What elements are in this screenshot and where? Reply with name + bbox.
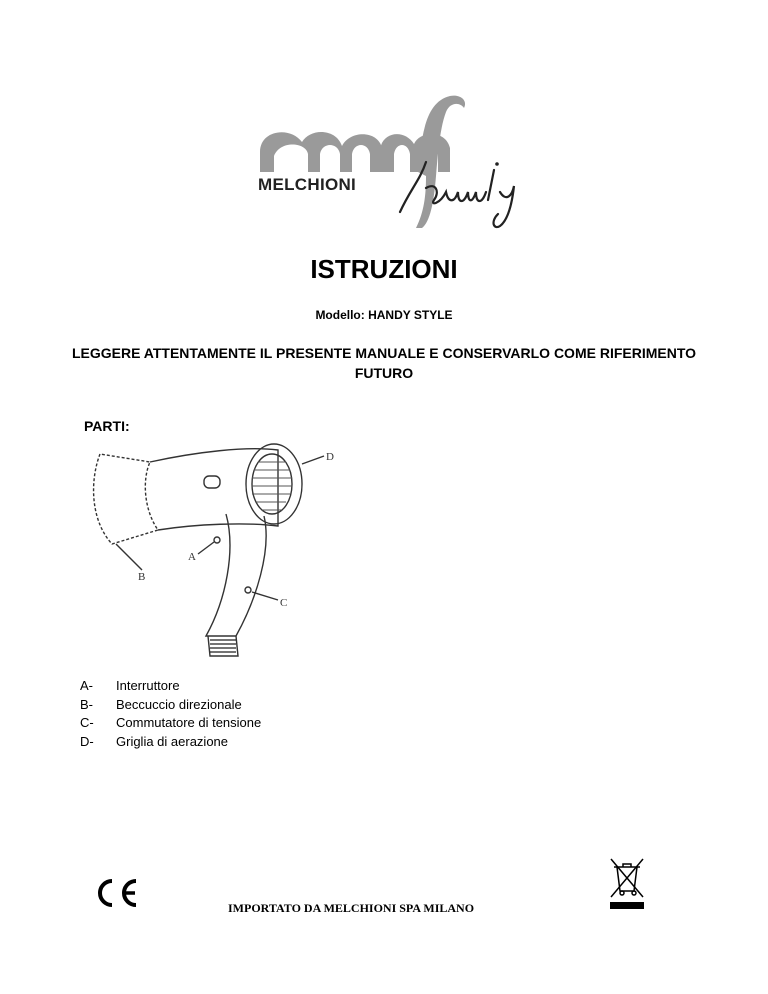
list-item [80, 677, 261, 696]
melchioni-family-logo [250, 92, 530, 232]
diagram-label-b: B [138, 571, 146, 583]
importer-text: IMPORTATO DA MELCHIONI SPA MILANO [228, 901, 475, 915]
list-item [80, 696, 261, 715]
part-label: Commutatore di tensione [116, 715, 262, 730]
part-letter: A- [80, 678, 93, 693]
diagram-label-c: C [280, 597, 288, 609]
part-letter: D- [80, 733, 94, 749]
list-item [80, 733, 261, 752]
logo-brand-text: MELCHIONI [258, 175, 357, 194]
ce-mark-icon [92, 878, 140, 908]
diagram-label-a: A [188, 551, 196, 563]
part-label: Interruttore [116, 678, 180, 693]
part-letter: B- [80, 696, 93, 712]
warning-text: LEGGERE ATTENTAMENTE IL PRESENTE MANUALE E CONSERVARLO COME RIFERIMENTO FUTURO [71, 345, 697, 381]
part-label: Griglia di aerazione [116, 733, 229, 749]
hair-dryer-diagram [86, 440, 356, 670]
part-letter: C- [80, 715, 94, 730]
document-title: ISTRUZIONI [310, 254, 458, 284]
parts-list [80, 677, 261, 751]
diagram-label-d: D [326, 451, 334, 463]
part-label: Beccuccio direzionale [116, 696, 242, 712]
weee-bin-icon [607, 855, 647, 911]
model-line: Modello: HANDY STYLE [315, 308, 453, 322]
parts-heading: PARTI: [84, 418, 130, 434]
list-item [80, 714, 261, 733]
